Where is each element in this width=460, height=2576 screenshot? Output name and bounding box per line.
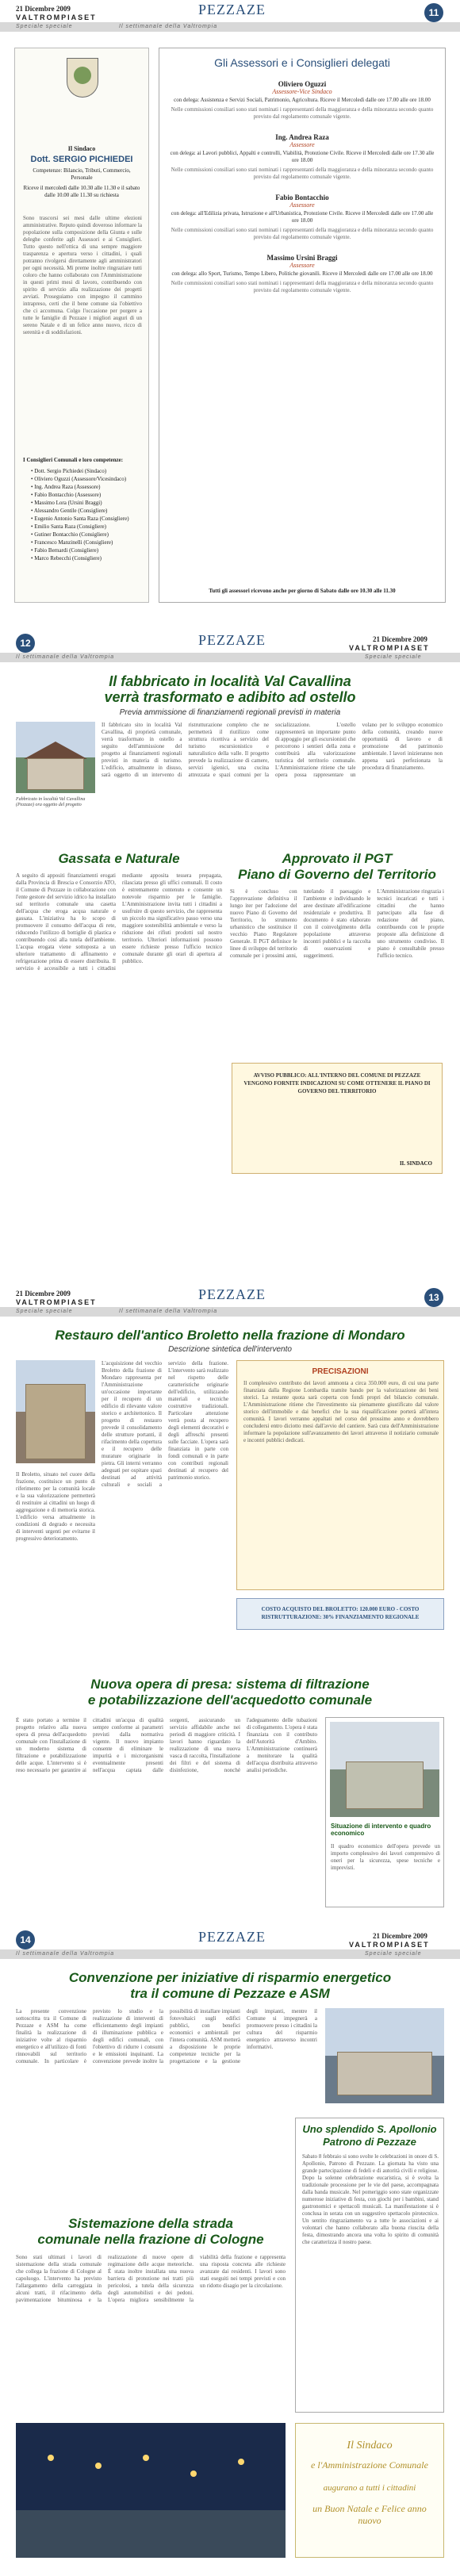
assessore-role: Assessore-Vice Sindaco bbox=[272, 88, 332, 95]
council-member: • Alessandro Gentile (Consigliere) bbox=[31, 508, 108, 514]
assessore-detail: con delega: all'Edilizia privata, Istruzione e all'Urbanistica, Protezione Civile. Riceve il Mercoledì dalle ore 17.00 alle ore 18.00 bbox=[171, 210, 434, 224]
sindaco-letter: Sono trascorsi sei mesi dalle ultime elezioni amministrative. Reputo quindi doveroso informare la popolazione sulla composizione della Giunta e sulle deleghe conferite agli Assessori e ai Consiglieri. Tutto questo nell'ottica di una sempre maggiore trasparenza e apertura verso i cittadini, i quali potranno rivolgersi direttamente agli amministratori per ogni necessità. Mi preme inoltre ringraziare tutti coloro che hanno collaborato con l'Amministrazione in questi primi mesi di lavoro, contribuendo con spirito di servizio alla realizzazione dei progetti avviati. Proseguiamo con impegno il cammino intrapreso, certi che il bene comune sia l'obiettivo che ci accomuna. Colgo l'occasione per porgere a tutte le famiglie di Pezzaze i migliori auguri di un sereno Natale e di un felice anno nuovo, ricco di serenità e di soddisfazioni. bbox=[23, 215, 142, 335]
gas-article: A seguito di appositi finanziamenti erogati dalla Provincia di Brescia e Consorzio ATO, il Comune di Pezzaze in collaborazione con l'ente gestore del servizio idrico ha installato sul territorio comunale una casetta dell'acqua che eroga acqua naturale e gassata. L'iniziativa ha lo scopo di promuovere il consumo dell'acqua di rete, riducendo l'utilizzo di bottiglie di plastica e contribuendo così alla tutela dell'ambiente. L'acqua erogata viene sottoposta a un ulteriore trattamento di affinamento e refrigerazione prima di essere distribuita. Il servizio è accessibile a tutti i cittadini mediante apposita tessera prepagata, rilasciata presso gli uffici comunali. Il costo è estremamente contenuto e consente un notevole risparmio per le famiglie. L'Amministrazione invita tutti i cittadini a usufruire di questo servizio, che rappresenta un piccolo ma significativo passo verso una maggiore sostenibilità ambientale e verso la riduzione dei rifiuti prodotti sul nostro territorio. Ulteriori informazioni possono essere richieste presso l'ufficio tecnico comunale durante gli orari di apertura al pubblico. bbox=[16, 872, 222, 972]
acqua-sidebar-text: Il quadro economico dell'opera prevede un importo complessivo dei lavori comprensivo di oneri per la sicurezza, spese tecniche e imprevisti. bbox=[331, 1843, 440, 1871]
acqua-sub: Situazione di intervento e quadro economico bbox=[331, 1823, 431, 1837]
header-stripe bbox=[0, 1307, 460, 1317]
stripe-right-text: Speciale speciale bbox=[365, 1951, 422, 1957]
pgt-article: Si è concluso con l'approvazione definitiva il lungo iter per l'adozione del nuovo Piano di Governo del Territorio, lo strumento urbanistico che sostituisce il vecchio Piano Regolatore Generale. Il PGT definisce le linee di sviluppo del territorio comunale per i prossimi anni, tutelando il paesaggio e l'ambiente e individuando le aree destinate all'edificazione residenziale e produttiva. Il documento è stato elaborato con il coinvolgimento della popolazione attraverso incontri pubblici e la raccolta di osservazioni e suggerimenti. L'Amministrazione ringrazia i tecnici incaricati e tutti i cittadini che hanno partecipato alla fase di redazione del piano, contribuendo con le proprie proposte alla definizione di uno strumento condiviso. Il piano è consultabile presso l'ufficio tecnico. bbox=[230, 888, 444, 959]
gas-title: Gassata e Naturale bbox=[58, 851, 180, 866]
assessore-name: Fabio Bontacchio bbox=[275, 194, 329, 201]
issue-date: 21 Dicembre 2009 bbox=[373, 1932, 427, 1940]
headline-ostello-2: verrà trasformato e adibito ad ostello bbox=[104, 689, 356, 705]
stripe-right-text: Speciale speciale bbox=[365, 654, 422, 660]
stripe-left-text: Il settimanale della Valtrompia bbox=[16, 654, 115, 660]
apollonio-title-2: Patrono di Pezzaze bbox=[323, 2136, 416, 2148]
sindaco-column bbox=[14, 48, 149, 603]
assessore-detail: con delega: allo Sport, Turismo, Tempo Libero, Politiche giovanili. Riceve il Mercoledì dalle ore 17.00 alle ore 18.00 bbox=[171, 270, 433, 277]
coat-of-arms-icon bbox=[67, 58, 98, 98]
headline-strada-1: Sistemazione della strada bbox=[68, 2216, 233, 2231]
issue-date: 21 Dicembre 2009 bbox=[373, 635, 427, 643]
headline-convenzione-1: Convenzione per iniziative di risparmio energetico bbox=[68, 1970, 392, 1985]
pgt-notice bbox=[232, 1063, 443, 1174]
sindaco-role: Competenze: Bilancio, Tributi, Commercio, Personale bbox=[33, 167, 131, 181]
assessore-name: Massimo Ursini Braggi bbox=[266, 254, 338, 262]
notice-sign: IL SINDACO bbox=[399, 1160, 432, 1167]
header-stripe bbox=[0, 22, 460, 32]
page-header bbox=[0, 1927, 460, 1959]
acquedotto-photo bbox=[330, 1722, 439, 1817]
paper-name: VALTROMPIASET bbox=[349, 644, 430, 652]
town-name: PEZZAZE bbox=[198, 2, 266, 17]
town-name: PEZZAZE bbox=[198, 1929, 266, 1945]
apollonio-article: Sabato 8 febbraio si sono svolte le celebrazioni in onore di S. Apollonio, Patrono di Pezzaze. La giornata ha visto una grande partecipazione di fedeli e di autorità civili e religiose. Dopo la solenne celebrazione eucaristica, si è svolta la tradizionale processione per le vie del paese, accompagnata dalla banda musicale. Nel pomeriggio sono state organizzate numerose iniziative di festa, con giochi per i bambini, stand gastronomici e spettacoli musicali. La manifestazione si è conclusa in serata con un suggestivo spettacolo pirotecnico. Un sentito ringraziamento va a tutte le associazioni e ai volontari che hanno collaborato alla buona riuscita della festa, dimostrando ancora una volta lo spirito di comunità che caratterizza il nostro paese. bbox=[302, 2153, 439, 2245]
impianto-photo bbox=[325, 2008, 444, 2103]
assessori-title: Gli Assessori e i Consiglieri delegati bbox=[214, 56, 390, 69]
page-header bbox=[0, 1285, 460, 1317]
paper-name: VALTROMPIASET bbox=[16, 1298, 97, 1306]
assessore-block bbox=[167, 133, 437, 181]
assessore-role: Assessore bbox=[289, 262, 315, 269]
paper-name: VALTROMPIASET bbox=[16, 13, 97, 21]
precisazioni-box bbox=[236, 1360, 444, 1590]
assessore-detail: con delega: ai Lavori pubblici, Appalti e controlli, Viabilità, Protezione Civile. Riceve il Mercoledì dalle ore 17.30 alle ore 18.00 bbox=[170, 150, 435, 163]
council-member: • Emilio Santa Raza (Consigliere) bbox=[31, 523, 106, 530]
headline-strada-2: comunale nella frazione di Cologne bbox=[37, 2232, 264, 2247]
assessore-name: Oliviero Oguzzi bbox=[278, 80, 327, 88]
assessore-block bbox=[167, 80, 437, 121]
council-member: • Ing. Andrea Raza (Assessore) bbox=[31, 484, 101, 490]
greeting-box bbox=[295, 2423, 444, 2558]
assessore-name: Ing. Andrea Raza bbox=[275, 133, 329, 141]
greeting-line-2: e l'Amministrazione Comunale bbox=[311, 2459, 428, 2471]
page-number: 14 bbox=[16, 1930, 35, 1949]
headline-ostello-1: Il fabbricato in località Val Cavallina bbox=[109, 673, 351, 689]
broletto-photo bbox=[16, 1360, 95, 1463]
photo-caption: Fabbricato in località Val Cavallina (Pezzaze) ora oggetto del progetto bbox=[16, 797, 86, 807]
assessore-filler: Nelle commissioni consiliari sono stati nominati i rappresentanti della maggioranza e della minoranza secondo quanto previsto dal regolamento comunale vigente. bbox=[171, 167, 434, 180]
page-12 bbox=[0, 631, 460, 1281]
pgt-title-2: Piano di Governo del Territorio bbox=[238, 867, 436, 882]
issue-date: 21 Dicembre 2009 bbox=[16, 1290, 71, 1298]
headline-acqua-1: Nuova opera di presa: sistema di filtrazione bbox=[90, 1677, 370, 1692]
assessori-list bbox=[167, 80, 437, 307]
assessori-box bbox=[159, 48, 446, 603]
council-member: • Dott. Sergio Pichiedei (Sindaco) bbox=[31, 468, 107, 474]
council-member: • Gutiner Bontacchio (Consigliere) bbox=[31, 531, 109, 538]
precisazioni-text: Il complessivo contributo dei lavori ammonta a circa 350.000 euro, di cui una parte finanziata dalla Regione Lombardia tramite bando per la valorizzazione dei beni storici. La restante quota sarà coperta con fondi propri del bilancio comunale. L'Amministrazione ritiene che l'investimento sia pienamente giustificato dal valore storico dell'immobile e dai benefici che la sua riqualificazione porterà all'intera comunità. I lavori verranno appaltati nel corso del prossimo anno e dovrebbero concludersi entro diciotto mesi dall'avvio del cantiere. Sarà cura dell'Amministrazione informare la popolazione sull'avanzamento dei lavori attraverso il notiziario comunale e incontri pubblici dedicati. bbox=[243, 1380, 439, 1443]
subheadline-broletto: Descrizione sintetica dell'intervento bbox=[168, 1345, 292, 1354]
page-number: 12 bbox=[16, 634, 35, 653]
greeting-line-1: Il Sindaco bbox=[347, 2440, 393, 2451]
paper-name: VALTROMPIASET bbox=[349, 1941, 430, 1949]
apollonio-box bbox=[295, 2118, 444, 2413]
assessore-role: Assessore bbox=[289, 201, 315, 209]
precisazioni-title: PRECISAZIONI bbox=[312, 1367, 369, 1376]
headline-broletto: Restauro dell'antico Broletto nella frazione di Mondaro bbox=[55, 1328, 405, 1343]
building-photo bbox=[16, 722, 95, 793]
page-header bbox=[0, 631, 460, 662]
sindaco-name: Dott. SERGIO PICHIEDEI bbox=[30, 155, 133, 164]
town-name: PEZZAZE bbox=[198, 632, 266, 648]
ostello-article: Il fabbricato sito in località Val Cavallina, di proprietà comunale, verrà trasformato in ostello a seguito dell'ammissione del progetto ai finanziamenti regionali previsti in materia di turismo. L'edificio, attualmente in disuso, sarà oggetto di un intervento di ristrutturazione completo che ne permetterà il riutilizzo come struttura ricettiva a servizio del turismo escursionistico e naturalistico della valle. Il progetto prevede la realizzazione di camere, servizi igienici, una cucina attrezzata e spazi comuni per la socializzazione. L'ostello rappresenterà un importante punto di appoggio per gli escursionisti che percorrono i sentieri della zona e contribuirà alla valorizzazione turistica del territorio comunale. L'Amministrazione ritiene che tale opera possa rappresentare un volano per lo sviluppo economico della comunità, creando nuove opportunità di lavoro e di promozione del patrimonio ambientale. I lavori inizieranno non appena sarà perfezionata la procedura di finanziamento. bbox=[102, 722, 443, 778]
assessore-role: Assessore bbox=[289, 141, 315, 148]
assessore-filler: Nelle commissioni consiliari sono stati nominati i rappresentanti della maggioranza e della minoranza secondo quanto previsto dal regolamento comunale vigente. bbox=[171, 106, 434, 120]
broletto-article-2: Il Broletto, situato nel cuore della frazione, costituisce un punto di riferimento per la comunità locale e la sua valorizzazione permetterà di restituire ai cittadini un luogo di aggregazione e di memoria storica. L'edificio versa attualmente in condizioni di degrado e necessita di interventi urgenti per evitarne il progressivo deterioramento. bbox=[16, 1471, 95, 1542]
strada-article: Sono stati ultimati i lavori di sistemazione della strada comunale che collega la frazione di Cologne al capoluogo. L'intervento ha previsto l'allargamento della carreggiata in alcuni tratti, il rifacimento della pavimentazione bituminosa e la realizzazione di nuove opere di regimazione delle acque meteoriche. È stata inoltre installata una nuova barriera di protezione nei tratti più pericolosi, a tutela della sicurezza degli automobilisti e dei pedoni. L'opera migliora sensibilmente la viabilità della frazione e rappresenta una risposta concreta alle richieste avanzate dai residenti. I lavori sono stati eseguiti nei tempi previsti e con un ridotto disagio per la circolazione. bbox=[16, 2254, 286, 2303]
greeting-line-4: un Buon Natale e Felice anno nuovo bbox=[312, 2503, 427, 2526]
assessore-block bbox=[167, 194, 437, 241]
pgt-title-1: Approvato il PGT bbox=[282, 851, 393, 866]
page-11 bbox=[0, 0, 460, 627]
assessore-block bbox=[167, 254, 437, 294]
apollonio-title-1: Uno splendido S. Apollonio bbox=[302, 2123, 437, 2135]
subheadline-ostello: Previa ammissione di finanziamenti regionali previsti in materia bbox=[119, 708, 341, 717]
greeting-line-3: augurano a tutti i cittadini bbox=[323, 2483, 416, 2493]
council-member: • Oliviero Oguzzi (Assessore/Vicesindaco) bbox=[31, 476, 127, 482]
acqua-sidebar bbox=[325, 1717, 444, 1907]
precisazioni-note bbox=[236, 1598, 444, 1630]
council-member: • Francesco Manzinelli (Consigliere) bbox=[31, 539, 113, 546]
stripe-mid-text: Il settimanale della Valtrompia bbox=[119, 1309, 218, 1314]
page-13 bbox=[0, 1285, 460, 1923]
council-title: I Consiglieri Comunali e loro competenze: bbox=[23, 457, 124, 463]
council-member: • Massimo Lora (Ursini Braggi) bbox=[31, 500, 102, 506]
assessori-footer: Tutti gli assessori ricevono anche per giorno di Sabato dalle ore 10.30 alle 11.30 bbox=[209, 588, 396, 594]
sindaco-label: Il Sindaco bbox=[67, 145, 96, 152]
council-member: • Marco Rebecchi (Consigliere) bbox=[31, 555, 102, 562]
header-stripe bbox=[0, 653, 460, 662]
headline-acqua-2: e potabilizzazione dell'acquedotto comunale bbox=[87, 1692, 373, 1708]
page-number: 13 bbox=[424, 1288, 443, 1307]
assessore-filler: Nelle commissioni consiliari sono stati nominati i rappresentanti della maggioranza e della minoranza secondo quanto previsto dal regolamento comunale vigente. bbox=[171, 280, 434, 293]
header-stripe bbox=[0, 1949, 460, 1959]
headline-convenzione-2: tra il comune di Pezzaze e ASM bbox=[130, 1986, 330, 2001]
notice-text: AVVISO PUBBLICO: ALL'INTERNO DEL COMUNE DI PEZZAZE VENGONO FORNITE INDICAZIONI SU COME OTTENERE IL PIANO DI GOVERNO DEL TERRITORIO bbox=[243, 1072, 431, 1094]
issue-date: 21 Dicembre 2009 bbox=[16, 5, 71, 13]
precisazioni-note-text: COSTO ACQUISTO DEL BROLETTO: 120.000 EURO - COSTO RISTRUTTURAZIONE: 30% FINANZIAMENTO REGIONALE bbox=[261, 1606, 420, 1620]
council-member: • Fabio Bontacchio (Assessore) bbox=[31, 492, 102, 498]
convenzione-article: La presente convenzione sottoscritta tra il Comune di Pezzaze e ASM ha come finalità la realizzazione di iniziative volte al risparmio energetico e all'utilizzo di fonti rinnovabili sul territorio comunale. In particolare è previsto lo studio e la realizzazione di interventi di efficientamento degli impianti di illuminazione pubblica e degli edifici comunali, con l'obiettivo di ridurre i consumi e le emissioni inquinanti. La convenzione prevede inoltre la possibilità di installare impianti fotovoltaici sugli edifici pubblici, con benefici economici e ambientali per l'intera comunità. ASM metterà a disposizione le proprie competenze tecniche per la progettazione e la gestione degli impianti, mentre il Comune si impegnerà a promuovere presso i cittadini la cultura del risparmio energetico attraverso incontri informativi. bbox=[16, 2008, 317, 2064]
stripe-left-text: Speciale speciale bbox=[16, 1309, 73, 1314]
strada-photo bbox=[16, 2423, 286, 2558]
page-number: 11 bbox=[424, 3, 443, 22]
page-14 bbox=[0, 1927, 460, 2576]
stripe-mid-text: Il settimanale della Valtrompia bbox=[119, 24, 218, 29]
page-header bbox=[0, 0, 460, 32]
sindaco-hours: Riceve il mercoledì dalle 10.30 alle 11.30 e il sabato dalle 10.00 alle 11.30 su richiesta bbox=[23, 185, 140, 198]
stripe-left-text: Speciale speciale bbox=[16, 24, 73, 29]
town-name: PEZZAZE bbox=[198, 1286, 266, 1302]
broletto-article: L'acquisizione del vecchio Broletto della frazione di Mondaro rappresenta per l'Amministrazione un'occasione importante per il recupero di un edificio di rilevante valore storico e architettonico. Il progetto di restauro prevede il consolidamento delle strutture portanti, il rifacimento della copertura e il recupero delle murature originarie in pietra. Gli interni verranno adeguati per ospitare spazi destinati ad attività culturali e sociali a servizio della frazione. L'intervento sarà realizzato nel rispetto delle caratteristiche originarie dell'edificio, utilizzando materiali e tecniche costruttive tradizionali. Particolare attenzione verrà posta al recupero degli elementi decorativi e degli affreschi presenti sulle facciate. L'opera sarà finanziata in parte con fondi comunali e in parte con contributi regionali destinati al recupero del patrimonio storico. bbox=[102, 1360, 228, 1488]
stripe-left-text: Il settimanale della Valtrompia bbox=[16, 1951, 115, 1957]
acqua-article: È stato portato a termine il progetto relativo alla nuova opera di presa dell'acquedotto comunale con l'installazione di un moderno sistema di filtrazione e potabilizzazione delle acque. L'intervento si è reso necessario per garantire ai cittadini un'acqua di qualità sempre conforme ai parametri previsti dalla normativa vigente. Il nuovo impianto consente di eliminare le impurità e i microrganismi eventualmente presenti nell'acqua captata dalle sorgenti, assicurando un servizio affidabile anche nei periodi di maggiore criticità. I lavori hanno riguardato la realizzazione di una nuova vasca di raccolta, l'installazione dei filtri e del sistema di disinfezione, nonché l'adeguamento delle tubazioni di collegamento. L'opera è stata finanziata con il contributo dell'Autorità d'Ambito. L'Amministrazione continuerà a monitorare la qualità dell'acqua distribuita attraverso analisi periodiche. bbox=[16, 1717, 317, 1773]
council-member: • Fabio Bernardi (Consigliere) bbox=[31, 547, 99, 554]
council-member: • Eugenio Antonio Santa Raza (Consigliere) bbox=[31, 516, 129, 522]
council-list bbox=[31, 467, 140, 562]
assessore-filler: Nelle commissioni consiliari sono stati nominati i rappresentanti della maggioranza e della minoranza secondo quanto previsto dal regolamento comunale vigente. bbox=[171, 227, 434, 240]
assessore-detail: con delega: Assistenza e Servizi Sociali, Patrimonio, Agricoltura. Riceve il Mercoledì dalle ore 17.00 alle ore 18.00 bbox=[174, 97, 431, 103]
